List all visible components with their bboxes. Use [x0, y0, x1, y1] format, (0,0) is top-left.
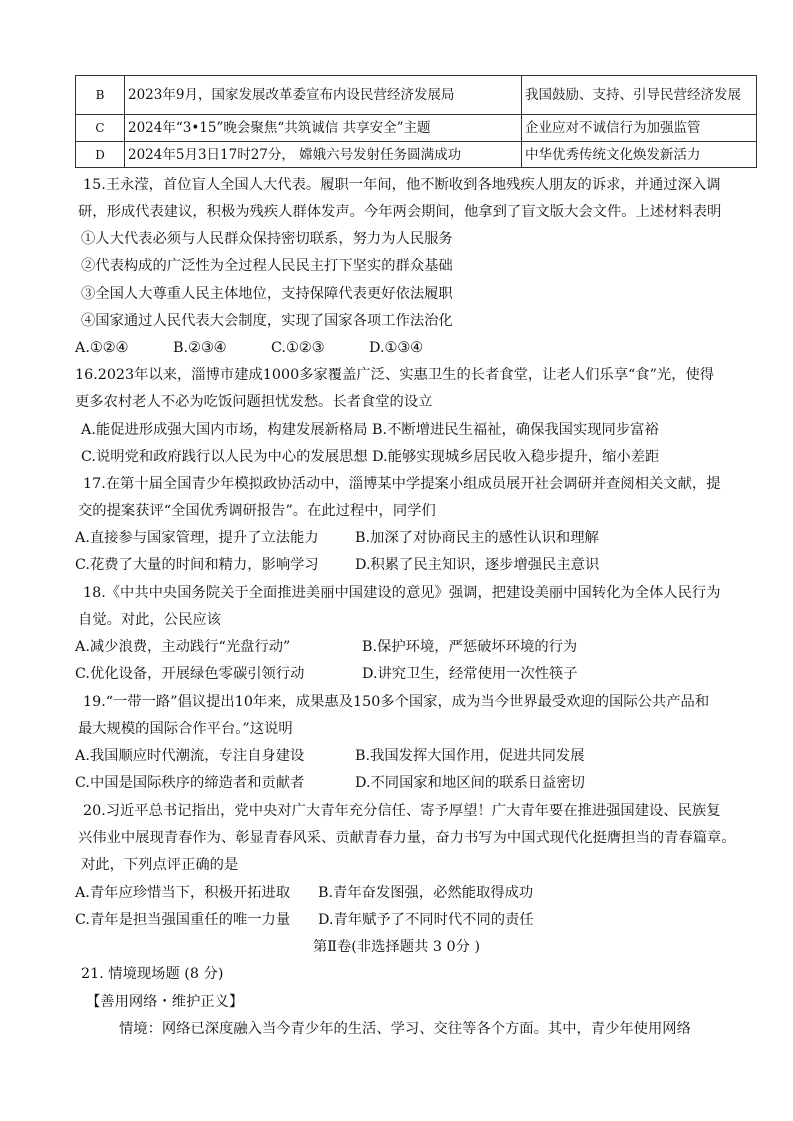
q19-options-row-1: [75, 746, 775, 766]
q20-stem-line-2: 兴伟业中展现青春作为、彰显青春风采、贡献青春力量，奋力书写为中国式现代化挺膺担当的青春篇章。: [78, 830, 736, 846]
q18-stem-line-2: 自觉。对此，公民应该: [78, 612, 221, 628]
q15-stem-line-1: 15.王永滢，首位盲人全国人大代表。履职一年间，他不断收到各地残疾人朋友的诉求，并通过深入调: [83, 177, 721, 193]
q19-option-d[interactable]: D.不同国家和地区间的联系日益密切: [355, 775, 585, 791]
q19-stem-line-2: 最大规模的国际合作平台。”这说明: [78, 721, 293, 737]
q18-option-d[interactable]: D.讲究卫生，经常使用一次性筷子: [362, 666, 578, 682]
section-title: 第Ⅱ卷(非选择题共 3 0分 ): [312, 939, 481, 955]
q20-option-a[interactable]: A.青年应珍惜当下，积极开拓进取: [75, 885, 291, 901]
q21-title: 21. 情境现场题 (8 分): [81, 966, 224, 982]
q17-option-d[interactable]: D.积累了民主知识，逐步增强民主意识: [355, 557, 600, 573]
q15-statement-1: ①人大代表必须与人民群众保持密切联系，努力为人民服务: [81, 231, 453, 247]
q21-context: 情境：网络已深度融入当今青少年的生活、学习、交往等各个方面。其中，青少年使用网络: [119, 1021, 691, 1037]
q17-option-a[interactable]: A.直接参与国家管理，提升了立法能力: [75, 530, 319, 546]
q15-option-c[interactable]: C.①②③: [271, 340, 325, 356]
q18-options-row-1: [75, 637, 775, 657]
table-cell-event: 2024年“3•15”晚会聚焦“共筑诚信 共享安全”主题: [125, 115, 522, 142]
q17-option-b[interactable]: B.加深了对协商民主的感性认识和理解: [355, 530, 599, 546]
q16-options-ab[interactable]: A.能促进形成强大国内市场，构建发展新格局 B.不断增进民生福祉，确保我国实现同步富裕: [81, 422, 659, 438]
q15-stem-line-2: 研，形成代表建议，积极为残疾人群体发声。今年两会期间，他拿到了盲文版大会文件。上述材料表明: [78, 204, 722, 220]
table-cell-letter: B: [76, 76, 125, 115]
q19-options-row-2: [75, 773, 775, 793]
q15-option-d[interactable]: D.①③④: [369, 340, 423, 356]
q17-stem-line-1: 17.在第十届全国青少年模拟政协活动中，淄博某中学提案小组成员展开社会调研并查阅相关文献，提: [83, 476, 721, 492]
q17-options-row-1: [75, 528, 775, 548]
table-row: [76, 142, 757, 168]
q20-options-row-2: [75, 910, 775, 930]
q19-option-c[interactable]: C.中国是国际秩序的缔造者和贡献者: [75, 775, 305, 791]
q15-statement-4: ④国家通过人民代表大会制度，实现了国家各项工作法治化: [81, 313, 453, 329]
table-cell-meaning: 我国鼓励、支持、引导民营经济发展: [522, 76, 757, 115]
table-row: [76, 115, 757, 142]
q16-options-cd[interactable]: C.说明党和政府践行以人民为中心的发展思想 D.能够实现城乡居民收入稳步提升，缩小差距: [81, 449, 660, 465]
table-cell-event: 2024年5月3日17时27分， 嫦娥六号发射任务圆满成功: [125, 142, 522, 168]
q19-stem-line-1: 19.“一带一路”倡议提出10年来，成果惠及150多个国家，成为当今世界最受欢迎的国际公共产品和: [83, 694, 710, 710]
q18-option-a[interactable]: A.减少浪费，主动践行“光盘行动”: [75, 639, 291, 655]
q20-stem-line-1: 20.习近平总书记指出，党中央对广大青年充分信任、寄予厚望！广大青年要在推进强国建设、民族复: [83, 803, 721, 819]
table-cell-letter: D: [76, 142, 125, 168]
q18-option-c[interactable]: C.优化设备，开展绿色零碳引领行动: [75, 666, 305, 682]
q15-statement-2: ②代表构成的广泛性为全过程人民民主打下坚实的群众基础: [81, 258, 453, 274]
q20-option-c[interactable]: C.青年是担当强国重任的唯一力量: [75, 912, 291, 928]
q15-option-a[interactable]: A.①②④: [75, 340, 129, 356]
q17-stem-line-2: 交的提案获评“全国优秀调研报告”。在此过程中，同学们: [78, 503, 436, 519]
q19-option-b[interactable]: B.我国发挥大国作用，促进共同发展: [355, 748, 585, 764]
table-cell-meaning: 企业应对不诚信行为加强监管: [522, 115, 757, 142]
q21-subtitle: 【善用网络・维护正义】: [86, 994, 244, 1010]
table-cell-event: 2023年9月，国家发展改革委宣布内设民营经济发展局: [125, 76, 522, 115]
q15-options: [75, 338, 775, 358]
q17-options-row-2: [75, 555, 775, 575]
q18-option-b[interactable]: B.保护环境，严惩破坏环境的行为: [362, 639, 578, 655]
q20-option-b[interactable]: B.青年奋发图强，必然能取得成功: [318, 885, 534, 901]
q19-option-a[interactable]: A.我国顺应时代潮流，专注自身建设: [75, 748, 305, 764]
q15-statement-3: ③全国人大尊重人民主体地位，支持保障代表更好依法履职: [81, 286, 453, 302]
table-cell-letter: C: [76, 115, 125, 142]
q15-option-b[interactable]: B.②③④: [173, 340, 227, 356]
q20-stem-line-3: 对此，下列点评正确的是: [81, 857, 239, 873]
q16-stem-line-1: 16.2023年以来，淄博市建成1000多家覆盖广泛、实惠卫生的长者食堂，让老人们乐享“食”光，使得: [75, 367, 715, 383]
table-row: [76, 76, 757, 115]
table-cell-meaning: 中华优秀传统文化焕发新活力: [522, 142, 757, 168]
q20-options-row-1: [75, 883, 775, 903]
q18-stem-line-1: 18.《中共中央国务院关于全面推进美丽中国建设的意见》强调，把建设美丽中国转化为全体人民行为: [83, 585, 721, 601]
q18-options-row-2: [75, 664, 775, 684]
q20-option-d[interactable]: D.青年赋予了不同时代不同的责任: [318, 912, 534, 928]
q17-option-c[interactable]: C.花费了大量的时间和精力，影响学习: [75, 557, 319, 573]
options-table: [75, 75, 757, 168]
q16-stem-line-2: 更多农村老人不必为吃饭问题担忧发愁。长者食堂的设立: [75, 394, 433, 410]
